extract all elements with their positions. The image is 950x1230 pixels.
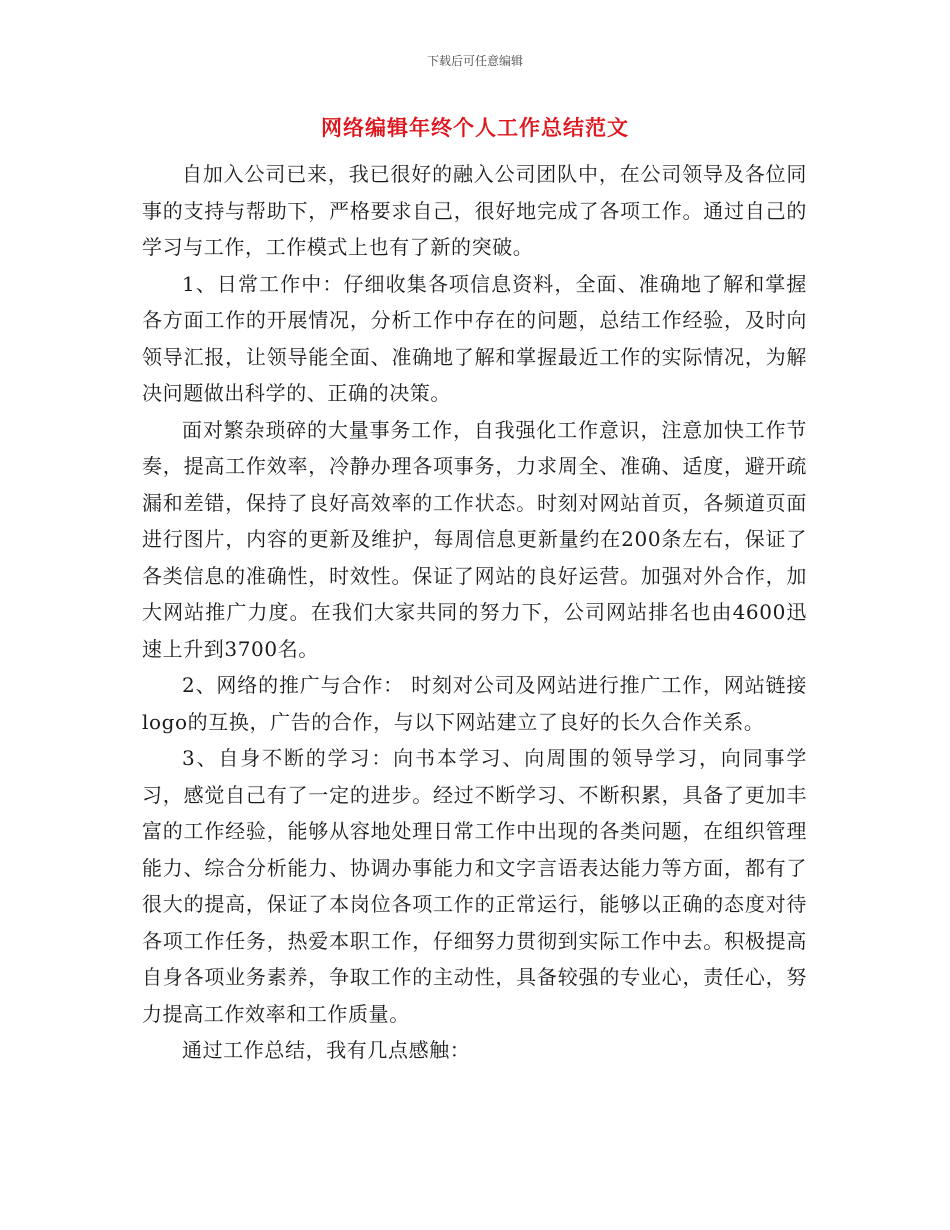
header-note: 下载后可任意编辑	[426, 54, 523, 68]
document-body	[142, 156, 807, 1069]
paragraph-daily-work: 1、日常工作中：仔细收集各项信息资料，全面、准确地了解和掌握各方面工作的开展情况，分析工作中存在的问题，总结工作经验，及时向领导汇报，让领导能全面、准确地了解和掌握最近工作的实际情况，为解决问题做出科学的、正确的决策。	[142, 271, 807, 405]
paragraph-intro: 自加入公司已来，我已很好的融入公司团队中，在公司领导及各位同事的支持与帮助下，严格要求自己，很好地完成了各项工作。通过自己的学习与工作，工作模式上也有了新的突破。	[142, 162, 807, 259]
paragraph-promotion: 2、网络的推广与合作： 时刻对公司及网站进行推广工作，网站链接logo的互换，广告的合作，与以下网站建立了良好的长久合作关系。	[142, 673, 807, 734]
paragraph-affairs: 面对繁杂琐碎的大量事务工作，自我强化工作意识，注意加快工作节奏，提高工作效率，冷静办理各项事务，力求周全、准确、适度，避开疏漏和差错，保持了良好高效率的工作状态。时刻对网站首页，各频道页面进行图片，内容的更新及维护，每周信息更新量约在200条左右，保证了各类信息的准确性，时效性。保证了网站的良好运营。加强对外合作，加大网站推广力度。在我们大家共同的努力下，公司网站排名也由4600迅速上升到3700名。	[142, 417, 807, 661]
paragraph-learning: 3、自身不断的学习：向书本学习、向周围的领导学习，向同事学习，感觉自己有了一定的进步。经过不断学习、不断积累，具备了更加丰富的工作经验，能够从容地处理日常工作中出现的各类问题，在组织管理能力、综合分析能力、协调办事能力和文字言语表达能力等方面，都有了很大的提高，保证了本岗位各项工作的正常运行，能够以正确的态度对待各项工作任务，热爱本职工作，仔细努力贯彻到实际工作中去。积极提高自身各项业务素养，争取工作的主动性，具备较强的专业心，责任心，努力提高工作效率和工作质量。	[142, 746, 807, 1026]
paragraph-reflection: 通过工作总结，我有几点感触：	[182, 1038, 471, 1062]
document-title: 网络编辑年终个人工作总结范文	[321, 116, 629, 140]
